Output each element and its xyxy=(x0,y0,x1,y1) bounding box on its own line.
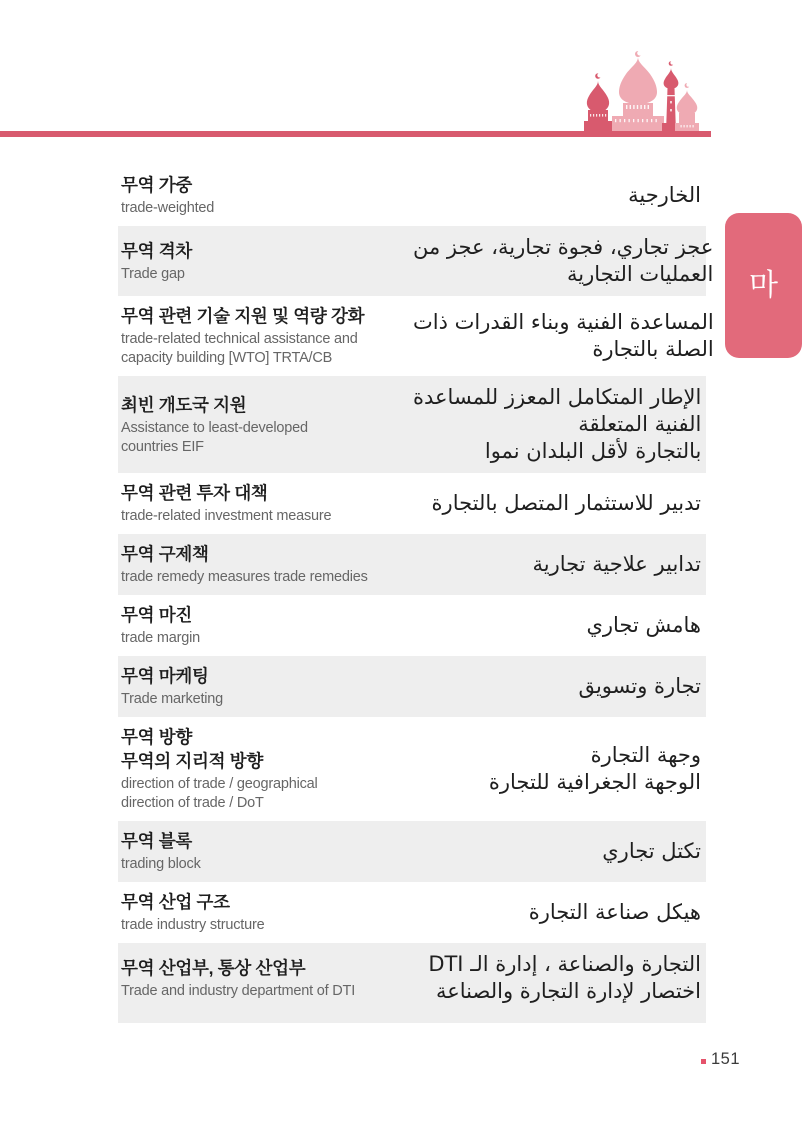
page-number-dot-icon xyxy=(701,1059,706,1064)
arabic-term-line: بالتجارة لأقل البلدان نموا xyxy=(484,439,702,463)
english-term-line: trade margin xyxy=(121,630,200,646)
glossary-table xyxy=(118,165,714,1023)
english-term-line: trade-related investment measure xyxy=(121,508,332,524)
arabic-term-line: التجارة والصناعة ، إدارة الـ DTI xyxy=(428,952,701,976)
glossary-row xyxy=(118,595,706,656)
term-col xyxy=(118,829,413,874)
glossary-row xyxy=(118,943,706,1023)
arabic-term-line: العمليات التجارية xyxy=(566,262,714,286)
english-term-line: direction of trade / DoT xyxy=(121,795,264,811)
english-term-line: trading block xyxy=(121,856,201,872)
glossary-row xyxy=(118,717,706,821)
arabic-term-line: هيكل صناعة التجارة xyxy=(528,900,701,924)
arabic-col xyxy=(413,182,706,209)
english-term-line: Trade and industry department of DTI xyxy=(121,982,356,999)
glossary-row xyxy=(118,165,706,226)
arabic-col xyxy=(413,899,706,926)
page-number-value: 151 xyxy=(710,1050,740,1068)
term-col xyxy=(118,304,413,368)
term-col xyxy=(118,173,413,218)
korean-term-line: 무역 방향 xyxy=(121,727,192,747)
korean-term-line: 무역의 지리적 방향 xyxy=(121,751,263,771)
arabic-col xyxy=(413,384,706,465)
arabic-term-line: تدابير علاجية تجارية xyxy=(532,552,701,576)
term-col xyxy=(118,542,413,587)
english-term-line: Trade gap xyxy=(121,265,185,282)
english-term-line: trade-weighted xyxy=(121,200,215,216)
korean-term-line: 무역 구제책 xyxy=(121,544,209,564)
korean-term-line: 무역 격차 xyxy=(121,240,192,261)
arabic-col xyxy=(413,490,706,517)
arabic-col xyxy=(413,673,706,700)
korean-term-line: 무역 마케팅 xyxy=(121,666,209,686)
mosque-icon xyxy=(584,49,712,131)
glossary-row xyxy=(118,882,706,943)
term-col xyxy=(118,725,413,813)
arabic-term-line: الوجهة الجغرافية للتجارة xyxy=(488,770,701,794)
arabic-term-line: تجارة وتسويق xyxy=(578,674,701,698)
term-col xyxy=(118,481,413,526)
term-col xyxy=(118,393,413,457)
arabic-col xyxy=(413,234,718,288)
arabic-term-line: هامش تجاري xyxy=(586,613,701,637)
english-term-line: direction of trade / geographical xyxy=(121,776,318,792)
arabic-col xyxy=(413,951,706,1005)
index-tab-ma[interactable] xyxy=(725,213,802,358)
arabic-col xyxy=(413,551,706,578)
glossary-row xyxy=(118,656,706,717)
page-number xyxy=(701,1050,740,1069)
arabic-term-line: اختصار لإدارة التجارة والصناعة xyxy=(435,979,701,1003)
term-col xyxy=(118,664,413,709)
english-term-line: trade industry structure xyxy=(121,917,265,933)
term-col xyxy=(118,603,413,648)
korean-term-line: 무역 산업부, 통상 산업부 xyxy=(121,957,306,978)
glossary-row xyxy=(118,226,714,296)
korean-term-line: 무역 관련 기술 지원 및 역량 강화 xyxy=(121,306,365,326)
arabic-term-line: تدبير للاستثمار المتصل بالتجارة xyxy=(431,491,701,515)
arabic-col xyxy=(413,742,706,796)
arabic-term-line: الصلة بالتجارة xyxy=(592,337,714,361)
korean-term-line: 무역 가중 xyxy=(121,175,192,195)
arabic-term-line: الخارجية xyxy=(628,183,701,207)
glossary-row xyxy=(118,534,706,595)
term-col xyxy=(118,956,413,1001)
english-term-line: trade-related technical assistance and xyxy=(121,331,358,347)
glossary-row xyxy=(118,296,714,376)
korean-term-line: 무역 산업 구조 xyxy=(121,892,230,912)
arabic-col xyxy=(413,309,719,363)
arabic-term-line: الإطار المتكامل المعزز للمساعدة xyxy=(413,385,702,409)
korean-term-line: 무역 마진 xyxy=(121,605,192,625)
glossary-row xyxy=(118,821,706,882)
english-term-line: capacity building [WTO] TRTA/CB xyxy=(121,350,333,366)
english-term-line: trade remedy measures trade remedies xyxy=(121,569,368,585)
arabic-term-line: المساعدة الفنية وبناء القدرات ذات xyxy=(413,310,714,334)
english-term-line: countries EIF xyxy=(121,438,204,455)
arabic-term-line: عجز تجاري، فجوة تجارية، عجز من xyxy=(413,235,714,259)
arabic-col xyxy=(413,612,706,639)
term-col xyxy=(118,239,413,284)
korean-term-line: 무역 블록 xyxy=(121,831,192,851)
english-term-line: Assistance to least-developed xyxy=(121,419,308,436)
korean-term-line: 최빈 개도국 지원 xyxy=(121,394,247,415)
english-term-line: Trade marketing xyxy=(121,691,224,707)
header-rule xyxy=(0,131,711,137)
glossary-row xyxy=(118,473,706,534)
korean-term-line: 무역 관련 투자 대책 xyxy=(121,483,268,503)
arabic-term-line: الفنية المتعلقة xyxy=(578,412,702,436)
term-col xyxy=(118,890,413,935)
arabic-term-line: تكتل تجاري xyxy=(602,839,701,863)
arabic-col xyxy=(413,838,706,865)
index-tab-label: 마 xyxy=(749,268,778,302)
arabic-term-line: وجهة التجارة xyxy=(590,743,701,767)
glossary-row xyxy=(118,376,706,473)
